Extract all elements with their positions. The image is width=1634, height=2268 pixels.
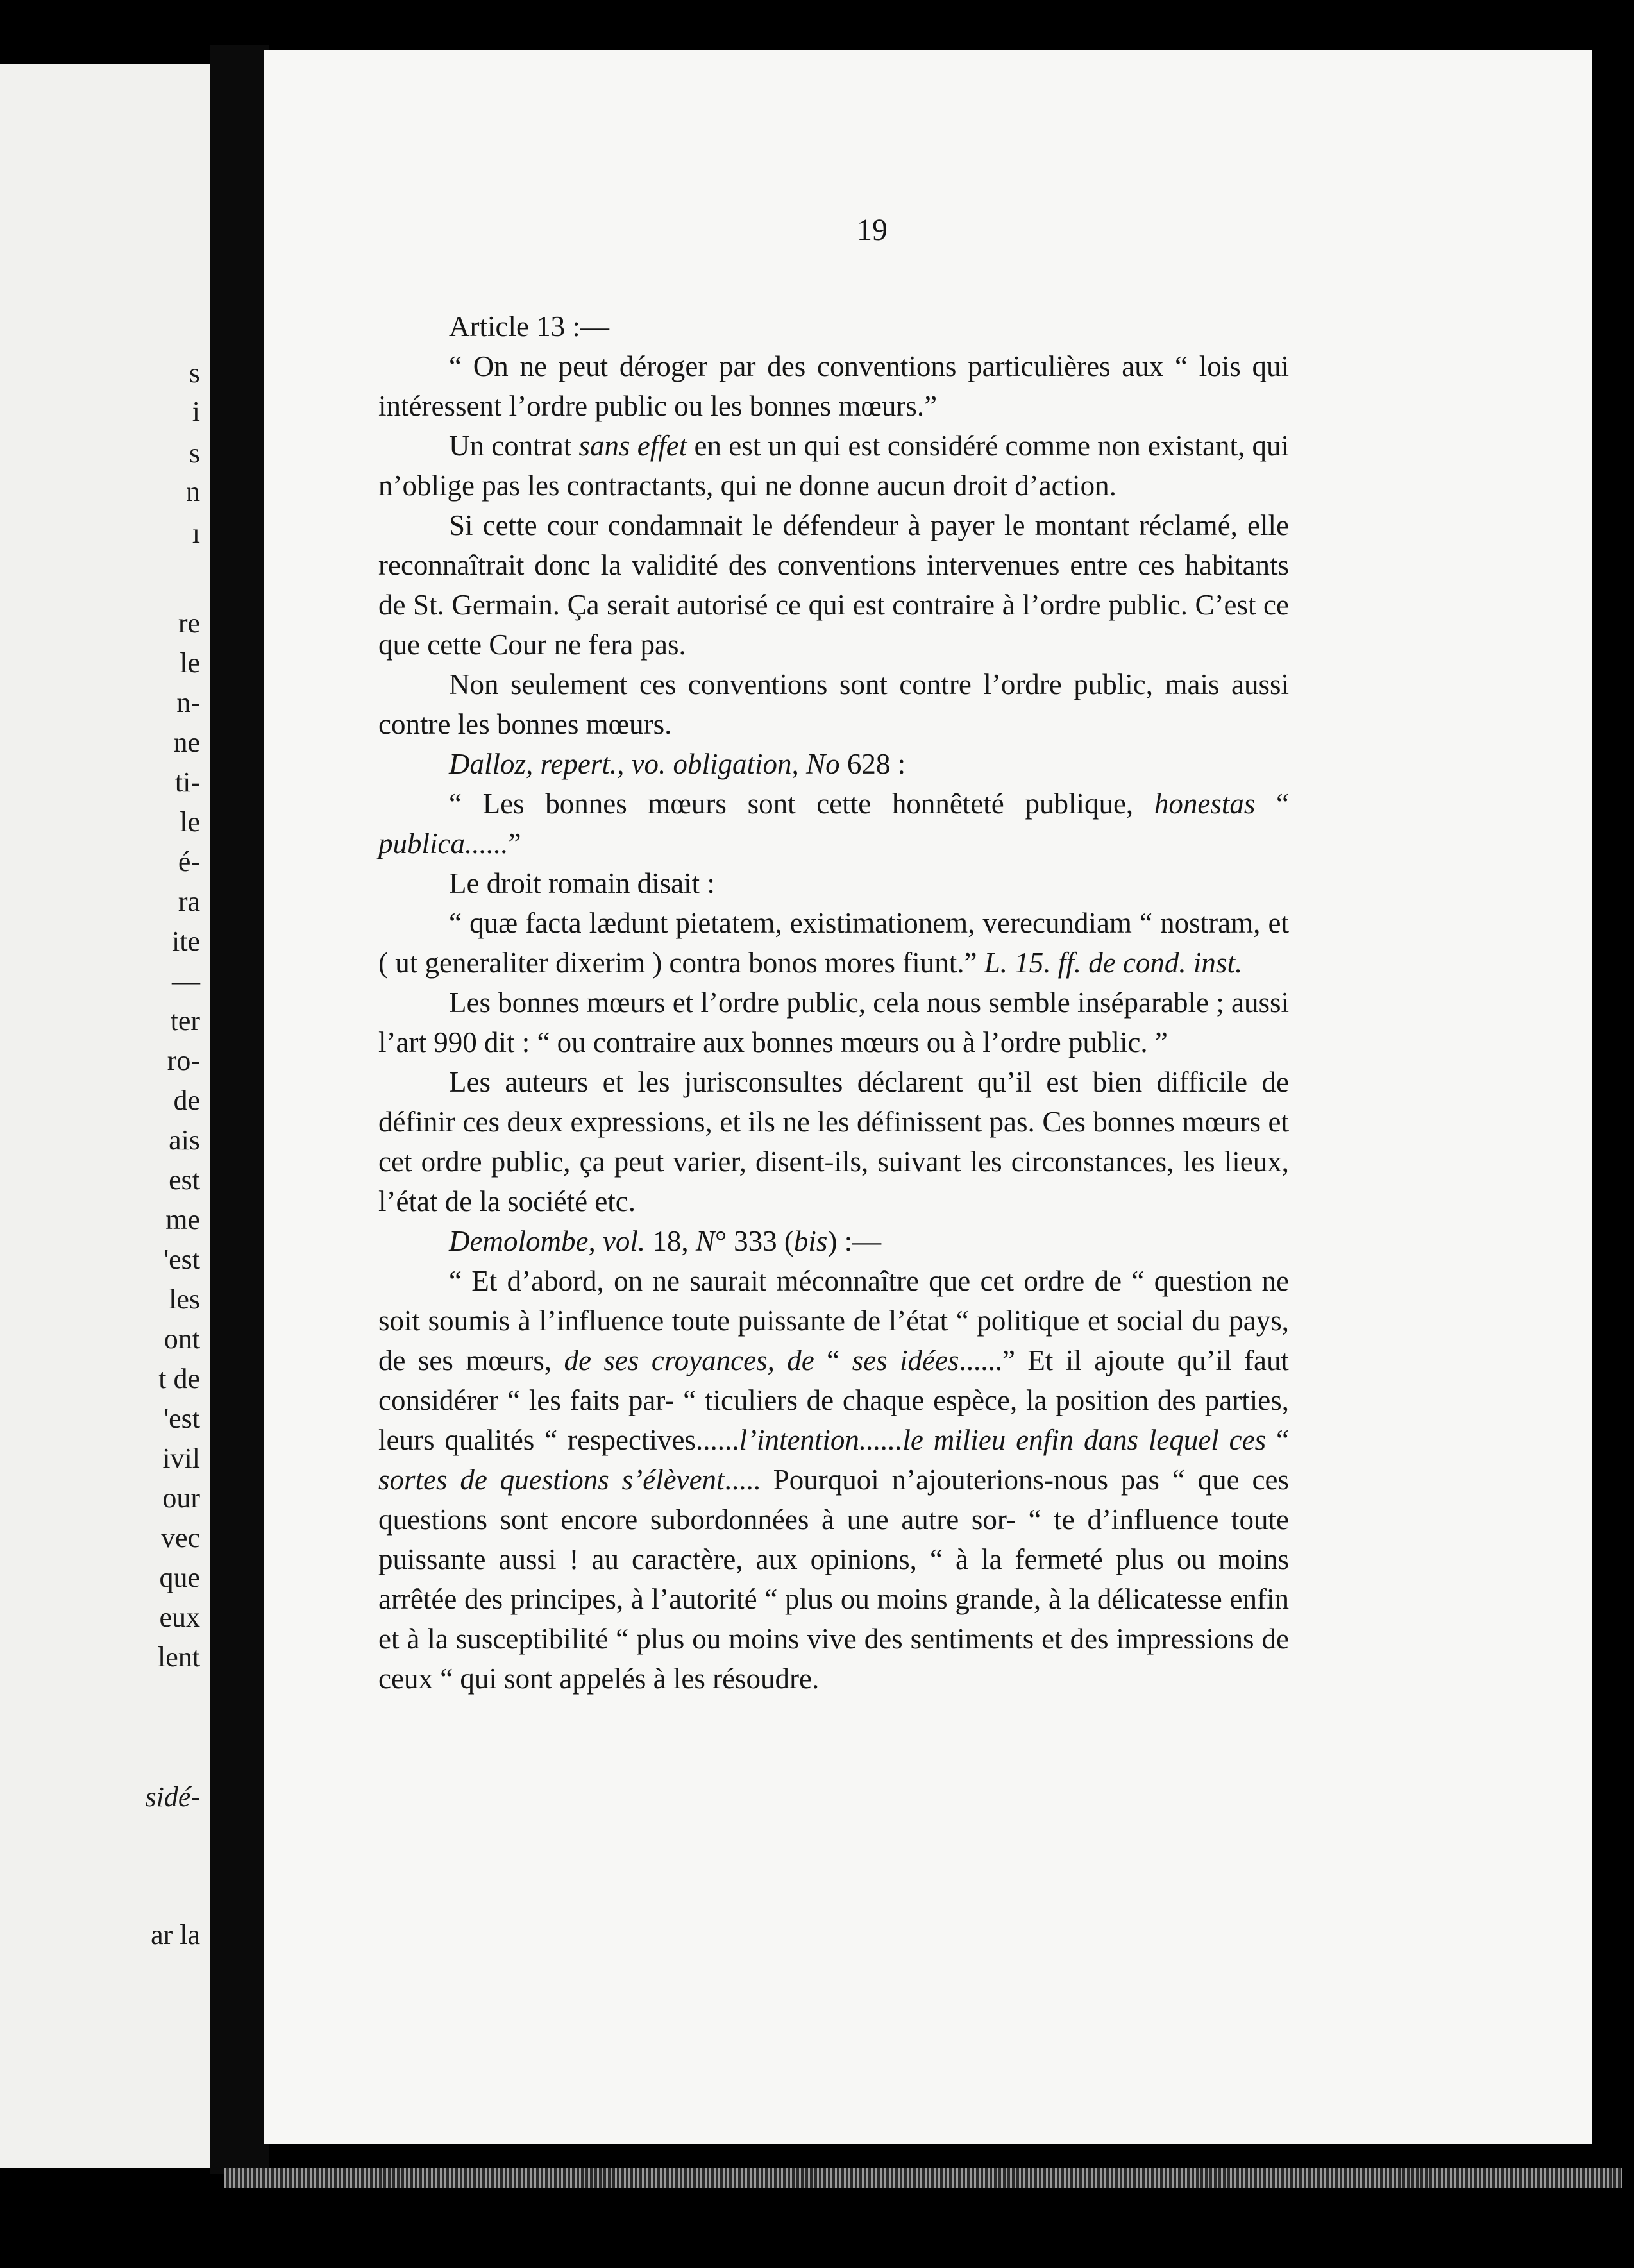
text-run: ......” Et il ajoute qu’il faut considérer “ les faits par- “ ticuliers de chaque espèce, la position des parties, leurs qualités “ respectives...... bbox=[378, 1344, 1289, 1456]
italic-text: L. 15. ff. de cond. inst. bbox=[984, 947, 1243, 979]
text-run: Le droit romain disait : bbox=[449, 867, 715, 899]
text-run: “ bbox=[1266, 1424, 1290, 1456]
paragraph bbox=[378, 784, 1289, 863]
left-page-margin bbox=[0, 64, 212, 2168]
left-page-fragment: s bbox=[189, 437, 200, 469]
left-page-fragment: ivil bbox=[162, 1443, 200, 1474]
italic-text: publica...... bbox=[378, 827, 509, 859]
left-page-fragment: le bbox=[180, 806, 200, 838]
left-page-fragment: de bbox=[173, 1085, 200, 1116]
italic-text: N bbox=[695, 1225, 715, 1257]
left-page-fragment: me bbox=[165, 1204, 200, 1235]
left-page-fragment: s bbox=[189, 357, 200, 389]
text-run: 18, bbox=[645, 1225, 696, 1257]
left-page-fragment: é- bbox=[178, 846, 200, 877]
left-page-fragment: n bbox=[186, 476, 200, 507]
left-page-fragment: vec bbox=[160, 1522, 200, 1553]
text-run: Un contrat bbox=[449, 430, 579, 462]
left-page-fragment: i bbox=[192, 396, 200, 427]
text-run: Non seulement ces conventions sont contre l’ordre public, mais aussi contre les bonnes mœurs. bbox=[378, 668, 1289, 740]
left-page-fragment: le bbox=[180, 647, 200, 679]
left-page-fragment: ont bbox=[164, 1323, 200, 1355]
left-page-fragment: our bbox=[162, 1482, 200, 1514]
left-page-fragment: que bbox=[159, 1562, 200, 1593]
page-number: 19 bbox=[857, 213, 888, 247]
italic-text: sans effet bbox=[578, 430, 687, 462]
text-run: “ Et d’abord, on ne saurait méconnaître que cet ordre de “ question ne soit soumis à l’influence toute puissante de l’état “ politique et social du pays, de ses mœurs, bbox=[378, 1265, 1289, 1376]
paragraph bbox=[378, 1261, 1289, 1698]
left-page-fragment: ar la bbox=[151, 1919, 200, 1951]
text-run: ” bbox=[508, 827, 521, 859]
right-page bbox=[264, 50, 1592, 2144]
book-spine bbox=[210, 45, 269, 2174]
left-page-fragment: ne bbox=[173, 727, 200, 758]
text-run: Si cette cour condamnait le défendeur à payer le montant réclamé, elle reconnaîtrait donc la validité des conventions intervenues entre ces habitants de St. Germain. Ça serait autorisé ce qui est contraire à l’ordre public. C’est ce que cette Cour ne fera pas. bbox=[378, 509, 1289, 661]
text-run: 628 : bbox=[839, 748, 906, 780]
text-run: Les auteurs et les jurisconsultes déclarent qu’il est bien difficile de définir ces deux expressions, et ils ne les définissent pas. Ces bonnes mœurs et cet ordre public, ça peut varier, disent-ils, suivant les circonstances, les lieux, l’état de la société etc. bbox=[378, 1066, 1289, 1217]
text-run: en est un qui est considéré comme non existant, qui n’oblige pas les contractants, qui ne donne aucun droit d’action. bbox=[378, 430, 1289, 502]
left-page-fragment: ter bbox=[170, 1005, 200, 1037]
left-page-fragment: n- bbox=[176, 687, 200, 718]
italic-text: honestas bbox=[1154, 788, 1256, 820]
paragraph bbox=[378, 346, 1289, 426]
paragraph bbox=[378, 903, 1289, 983]
scan-edge-band bbox=[224, 2168, 1622, 2188]
italic-text: Demolombe, vol. bbox=[449, 1225, 646, 1257]
text-run: “ bbox=[814, 1344, 852, 1376]
text-run: “ bbox=[1255, 788, 1289, 820]
left-page-fragment: les bbox=[169, 1283, 200, 1315]
paragraph bbox=[378, 983, 1289, 1062]
left-page-fragment: ro- bbox=[167, 1045, 200, 1076]
body-text bbox=[378, 307, 1289, 1698]
text-run: Les bonnes mœurs et l’ordre public, cela nous semble inséparable ; aussi l’art 990 dit : “ ou contraire aux bonnes mœurs ou à l’ordre public. ” bbox=[378, 986, 1289, 1058]
left-page-fragment: 'est bbox=[164, 1244, 200, 1275]
text-run: Article 13 :— bbox=[449, 310, 609, 343]
paragraph bbox=[378, 1221, 1289, 1261]
left-page-fragment: ti- bbox=[174, 766, 200, 798]
italic-text: l’intention......le milieu enfin dans lequel ces bbox=[739, 1424, 1267, 1456]
left-page-fragment: ite bbox=[172, 926, 200, 957]
paragraph bbox=[378, 744, 1289, 784]
left-page-fragment: est bbox=[169, 1164, 200, 1196]
paragraph bbox=[378, 307, 1289, 346]
text-run: ..... Pourquoi n’ajouterions-nous pas “ que ces questions sont encore subordonnées à une autre sor- “ te d’influence toute puissante aussi ! au caractère, aux opinions, “ à la fermeté plus ou moins arrêtée des principes, à l’autorité “ plus ou moins grande, à la délicatesse enfin et à la susceptibilité “ plus ou moins vive des sentiments et des impressions de ceux “ qui sont appelés à les résoudre. bbox=[378, 1464, 1289, 1695]
left-page-fragment: eux bbox=[159, 1602, 200, 1633]
text-run: “ Les bonnes mœurs sont cette honnêteté publique, bbox=[449, 788, 1154, 820]
paragraph bbox=[378, 863, 1289, 903]
text-run: ° 333 ( bbox=[714, 1225, 794, 1257]
left-page-fragment: re bbox=[178, 607, 200, 639]
page-text-block bbox=[378, 210, 1289, 1698]
italic-text: de ses croyances, de bbox=[564, 1344, 814, 1376]
paragraph bbox=[378, 664, 1289, 744]
left-page-fragment: ra bbox=[178, 886, 200, 917]
italic-text: bis bbox=[793, 1225, 828, 1257]
text-run: “ On ne peut déroger par des conventions particulières aux “ lois qui intéressent l’ordre public ou les bonnes mœurs.” bbox=[378, 350, 1289, 422]
paragraph bbox=[378, 1062, 1289, 1221]
left-page-fragment: ı bbox=[192, 518, 200, 549]
left-page-fragment: ais bbox=[169, 1124, 200, 1156]
left-page-fragment: — bbox=[172, 965, 200, 997]
left-page-fragment: 'est bbox=[164, 1403, 200, 1434]
paragraph bbox=[378, 505, 1289, 664]
italic-text: Dalloz, repert., vo. obligation, No bbox=[449, 748, 840, 780]
italic-text: sortes de questions s’élèvent bbox=[378, 1464, 725, 1496]
left-page-fragment: t de bbox=[158, 1363, 200, 1394]
paragraph bbox=[378, 426, 1289, 505]
left-page-fragment: sidé- bbox=[145, 1781, 200, 1813]
left-page-fragment: lent bbox=[158, 1641, 200, 1673]
italic-text: ses idées bbox=[852, 1344, 959, 1376]
text-run: ) :— bbox=[827, 1225, 882, 1257]
text-run: “ quæ facta lædunt pietatem, existimationem, verecundiam “ nostram, et ( ut generaliter dixerim ) contra bonos mores fiunt.” bbox=[378, 907, 1289, 979]
